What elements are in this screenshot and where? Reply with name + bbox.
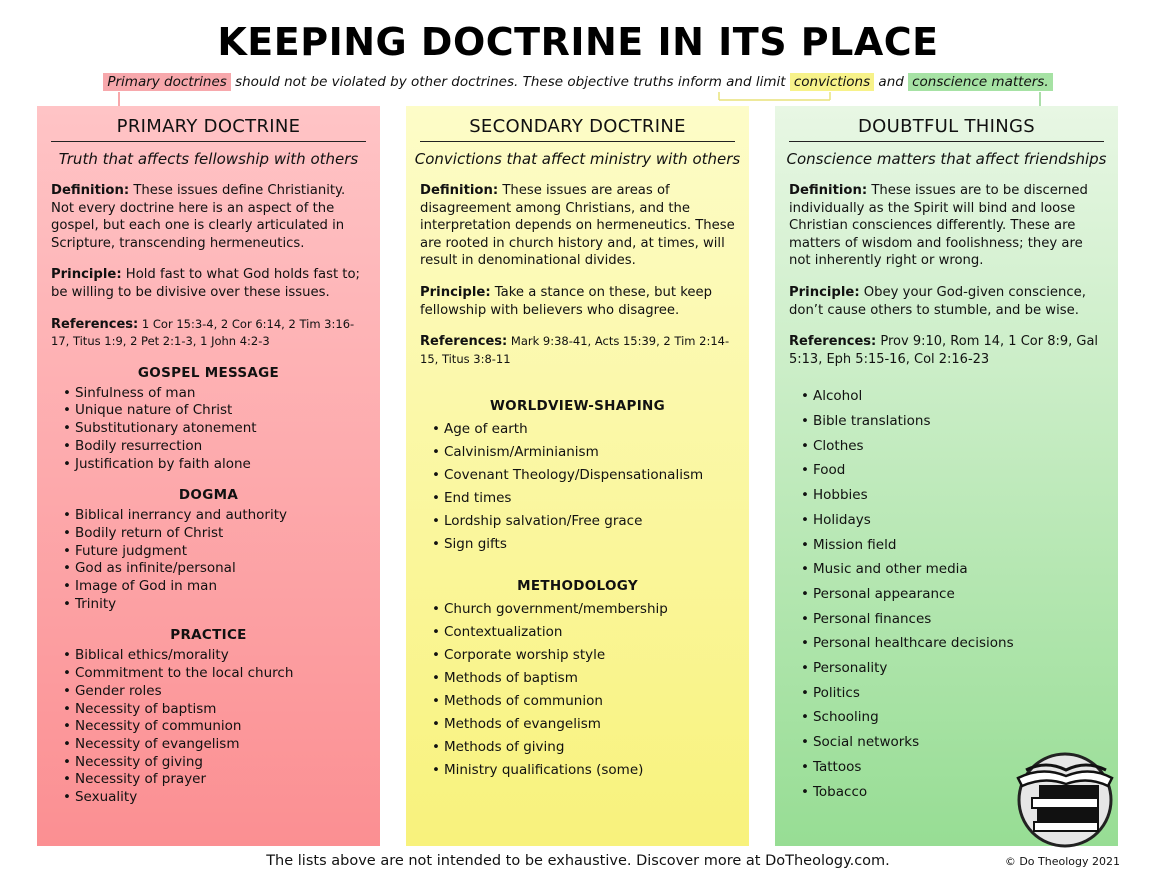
definition-text: These issues are to be discerned individually as the Spirit will bind and loose Christian consciences differently. These are matters of wisdom and foolishness; they are not inherently right or wrong. — [789, 183, 1088, 269]
list-item: • God as infinite/personal — [63, 560, 380, 578]
section-title-methodology: METHODOLOGY — [517, 578, 638, 595]
book-stack-icon — [1012, 752, 1118, 848]
principle-text: Obey your God-given conscience, don’t cause others to stumble, and be wise. — [789, 284, 1086, 318]
conscience-highlight: conscience matters. — [908, 73, 1053, 91]
intro-text: should not be violated by other doctrines. These objective truths inform and limit — [230, 74, 790, 90]
list-item: • Necessity of communion — [63, 718, 380, 736]
list-item: • Substitutionary atonement — [63, 420, 380, 438]
doubtful-definition — [789, 182, 1104, 270]
list-item: • Food — [801, 458, 1118, 483]
methodology-list — [406, 598, 749, 782]
section-title-worldview: WORLDVIEW-SHAPING — [489, 398, 666, 415]
primary-definition — [51, 182, 366, 252]
doubtful-heading: DOUBTFUL THINGS — [789, 116, 1104, 142]
doubtful-subtitle: Conscience matters that affect friendships — [786, 150, 1107, 168]
list-item: • Personality — [801, 656, 1118, 681]
section-title-practice: PRACTICE — [170, 627, 247, 644]
definition-label: Definition: — [420, 183, 499, 198]
secondary-definition — [420, 182, 735, 270]
list-item: • Necessity of evangelism — [63, 736, 380, 754]
list-item: • Tattoos — [801, 755, 1118, 780]
worldview-list — [406, 418, 749, 556]
doubtful-list — [775, 384, 1118, 804]
list-item: • Bodily return of Christ — [63, 525, 380, 543]
primary-heading: PRIMARY DOCTRINE — [51, 116, 366, 142]
connector-lines — [0, 0, 1156, 110]
principle-label: Principle: — [420, 284, 491, 300]
list-item: • Unique nature of Christ — [63, 402, 380, 420]
secondary-heading: SECONDARY DOCTRINE — [420, 116, 735, 142]
secondary-subtitle: Convictions that affect ministry with others — [414, 150, 741, 168]
list-item: • Biblical ethics/morality — [63, 647, 380, 665]
footer-note: The lists above are not intended to be exhaustive. Discover more at DoTheology.com. — [266, 853, 890, 869]
secondary-doctrine-column — [406, 106, 749, 846]
list-item: • Hobbies — [801, 483, 1118, 508]
list-item: • Alcohol — [801, 384, 1118, 409]
references-text: Mark 9:38-41, Acts 15:39, 2 Tim 2:14-15, Titus 3:8-11 — [420, 334, 730, 366]
primary-doctrines-highlight: Primary doctrines — [103, 73, 230, 91]
list-item: • Clothes — [801, 434, 1118, 459]
list-item: • Justification by faith alone — [63, 456, 380, 474]
list-item: • Biblical inerrancy and authority — [63, 507, 380, 525]
list-item: • Trinity — [63, 596, 380, 614]
list-item: • Contextualization — [432, 621, 749, 644]
list-item: • Gender roles — [63, 683, 380, 701]
primary-subtitle: Truth that affects fellowship with others — [58, 150, 359, 168]
list-item: • Image of God in man — [63, 578, 380, 596]
list-item: • Methods of evangelism — [432, 713, 749, 736]
primary-references — [51, 316, 366, 351]
list-item: • Bodily resurrection — [63, 438, 380, 456]
list-item: • Sinfulness of man — [63, 385, 380, 403]
list-item: • Future judgment — [63, 543, 380, 561]
list-item: • Sexuality — [63, 789, 380, 807]
list-item: • Commitment to the local church — [63, 665, 380, 683]
section-title-gospel: GOSPEL MESSAGE — [137, 364, 280, 381]
list-item: • Methods of communion — [432, 690, 749, 713]
copyright: © Do Theology 2021 — [1004, 855, 1120, 868]
list-item: • Mission field — [801, 533, 1118, 558]
references-label: References: — [51, 316, 139, 332]
list-item: • Social networks — [801, 730, 1118, 755]
list-item: • Personal appearance — [801, 582, 1118, 607]
list-item: • Tobacco — [801, 780, 1118, 805]
list-item: • Methods of giving — [432, 736, 749, 759]
list-item: • Music and other media — [801, 557, 1118, 582]
definition-label: Definition: — [789, 183, 868, 198]
convictions-highlight: convictions — [790, 73, 874, 91]
definition-text: These issues define Christianity. Not every doctrine here is an aspect of the gospel, but each one is clearly articulated in Scripture, transcending hermeneutics. — [51, 183, 346, 251]
list-item: • Age of earth — [432, 418, 749, 441]
intro-and: and — [874, 74, 909, 90]
secondary-principle — [420, 284, 735, 319]
gospel-list — [37, 385, 380, 474]
principle-label: Principle: — [789, 284, 860, 300]
list-item: • Politics — [801, 681, 1118, 706]
references-text: Prov 9:10, Rom 14, 1 Cor 8:9, Gal 5:13, Eph 5:15-16, Col 2:16-23 — [789, 334, 1099, 367]
list-item: • Necessity of giving — [63, 754, 380, 772]
list-item: • Calvinism/Arminianism — [432, 441, 749, 464]
doubtful-things-column — [775, 106, 1118, 846]
primary-principle — [51, 266, 366, 301]
list-item: • Necessity of baptism — [63, 701, 380, 719]
list-item: • Personal finances — [801, 607, 1118, 632]
doubtful-principle — [789, 284, 1104, 319]
list-item: • Church government/membership — [432, 598, 749, 621]
secondary-references — [420, 333, 735, 368]
principle-label: Principle: — [51, 267, 122, 283]
list-item: • Ministry qualifications (some) — [432, 759, 749, 782]
list-item: • Sign gifts — [432, 533, 749, 556]
list-item: • Schooling — [801, 705, 1118, 730]
definition-label: Definition: — [51, 183, 130, 198]
list-item: • Covenant Theology/Dispensationalism — [432, 464, 749, 487]
primary-doctrine-column — [37, 106, 380, 846]
references-text: 1 Cor 15:3-4, 2 Cor 6:14, 2 Tim 3:16-17, Titus 1:9, 2 Pet 2:1-3, 1 John 4:2-3 — [51, 316, 355, 349]
list-item: • Corporate worship style — [432, 644, 749, 667]
doubtful-references — [789, 333, 1104, 368]
dogma-list — [37, 507, 380, 613]
list-item: • Personal healthcare decisions — [801, 631, 1118, 656]
references-label: References: — [789, 334, 877, 350]
references-label: References: — [420, 334, 508, 350]
principle-text: Take a stance on these, but keep fellowship with believers who disagree. — [420, 284, 713, 318]
section-title-dogma: DOGMA — [178, 487, 239, 504]
list-item: • Necessity of prayer — [63, 771, 380, 789]
page-title: KEEPING DOCTRINE IN ITS PLACE — [217, 20, 939, 64]
list-item: • Bible translations — [801, 409, 1118, 434]
list-item: • End times — [432, 487, 749, 510]
practice-list — [37, 647, 380, 806]
definition-text: These issues are areas of disagreement among Christians, and the interpretation depends on hermeneutics. These are rooted in church history and, at times, will result in denominational divides. — [420, 183, 735, 269]
list-item: • Methods of baptism — [432, 667, 749, 690]
principle-text: Hold fast to what God holds fast to; be willing to be divisive over these issues. — [51, 267, 360, 300]
list-item: • Lordship salvation/Free grace — [432, 510, 749, 533]
list-item: • Holidays — [801, 508, 1118, 533]
